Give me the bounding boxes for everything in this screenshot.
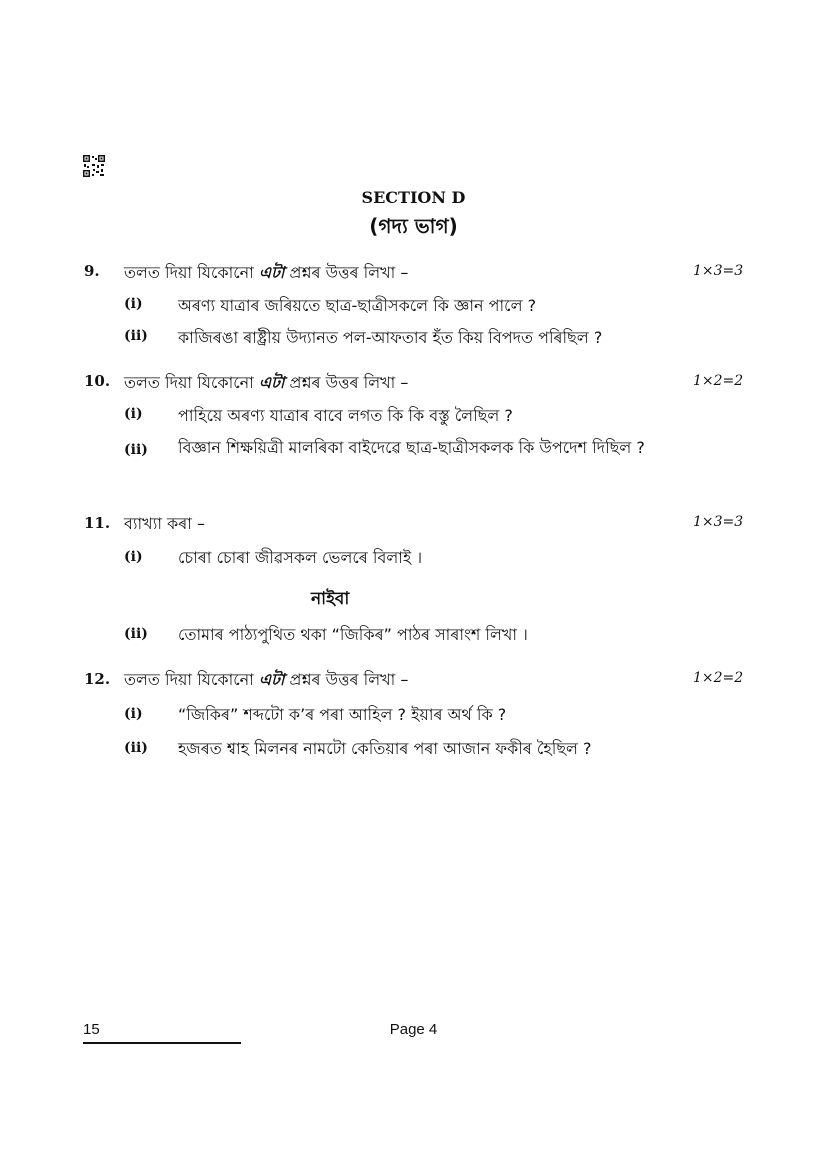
q11-sub1-number: (i) bbox=[124, 549, 143, 565]
q12-instruction-emph: এটা bbox=[258, 670, 285, 689]
q12-sub2-text: হজৰত শ্বাহ মিলনৰ নামটো কেতিয়াৰ পৰা আজান ফকীৰ হৈছিল ? bbox=[178, 739, 592, 758]
q10-sub1-number: (i) bbox=[124, 406, 143, 422]
q10-instruction-emph: এটা bbox=[258, 373, 285, 392]
q9-instruction bbox=[124, 260, 408, 287]
section-title: SECTION D bbox=[361, 188, 466, 207]
q9-instruction-pre: তলত দিয়া যিকোনো bbox=[124, 263, 259, 282]
q11-or-label: নাইবা bbox=[311, 589, 350, 609]
page-number: Page 4 bbox=[389, 1021, 438, 1038]
q9-sub2-number: (ii) bbox=[124, 328, 148, 344]
q9-sub1-text: অৰণ্য যাত্ৰাৰ জৰিয়তে ছাত্ৰ-ছাত্ৰীসকলে কি জ্ঞান পালে ? bbox=[178, 296, 537, 315]
q9-marks: 1×3=3 bbox=[693, 263, 744, 279]
q12-instruction-post: প্ৰশ্নৰ উত্তৰ লিখা – bbox=[284, 670, 409, 689]
q12-marks: 1×2=2 bbox=[693, 670, 744, 686]
q12-sub1-number: (i) bbox=[124, 706, 143, 722]
section-subtitle: (গদ্য ভাগ) bbox=[369, 214, 458, 238]
q11-sub1-text: চোৰা চোৰা জীৱসকল ভেলৰে বিলাই । bbox=[178, 548, 423, 567]
q11-instruction: ব্যাখ্যা কৰা – bbox=[124, 514, 205, 533]
qr-code-icon bbox=[83, 155, 105, 177]
paper-code: 15 bbox=[83, 1021, 100, 1038]
q10-instruction-post: প্ৰশ্নৰ উত্তৰ লিখা – bbox=[284, 373, 409, 392]
q9-sub1-number: (i) bbox=[124, 296, 143, 312]
q12-sub1-text: “জিকিৰ” শব্দটো ক’ৰ পৰা আহিল ? ইয়াৰ অৰ্থ কি ? bbox=[178, 705, 507, 724]
q12-instruction-pre: তলত দিয়া যিকোনো bbox=[124, 670, 259, 689]
q9-number: 9. bbox=[84, 262, 100, 280]
q11-sub2-text: তোমাৰ পাঠ্যপুথিত থকা “জিকিৰ” পাঠৰ সাৰাংশ লিখা । bbox=[178, 625, 528, 644]
q10-sub1-text: পাহিয়ে অৰণ্য যাত্ৰাৰ বাবে লগত কি কি বস্তু লৈছিল ? bbox=[178, 406, 513, 425]
q10-marks: 1×2=2 bbox=[693, 373, 744, 389]
q9-instruction-emph: এটা bbox=[258, 263, 285, 282]
q10-instruction-pre: তলত দিয়া যিকোনো bbox=[124, 373, 259, 392]
q10-sub2-text: বিজ্ঞান শিক্ষয়িত্ৰী মালৰিকা বাইদেৱে ছাত্ৰ-ছাত্ৰীসকলক কি উপদেশ দিছিল ? bbox=[178, 438, 645, 457]
q12-number: 12. bbox=[84, 670, 111, 688]
q11-marks: 1×3=3 bbox=[693, 514, 744, 530]
q9-instruction-post: প্ৰশ্নৰ উত্তৰ লিখা – bbox=[284, 263, 409, 282]
q10-instruction bbox=[124, 370, 408, 397]
footer-rule bbox=[83, 1042, 241, 1044]
q12-sub2-number: (ii) bbox=[124, 740, 148, 756]
q11-sub2-number: (ii) bbox=[124, 626, 148, 642]
q10-sub2-number: (ii) bbox=[124, 442, 148, 458]
q10-number: 10. bbox=[84, 372, 111, 390]
q9-sub2-text: কাজিৰঙা ৰাষ্ট্ৰীয় উদ্যানত পল-আফতাব হঁত কিয় বিপদত পৰিছিল ? bbox=[178, 328, 603, 347]
q12-instruction bbox=[124, 667, 408, 694]
q11-number: 11. bbox=[84, 514, 111, 532]
